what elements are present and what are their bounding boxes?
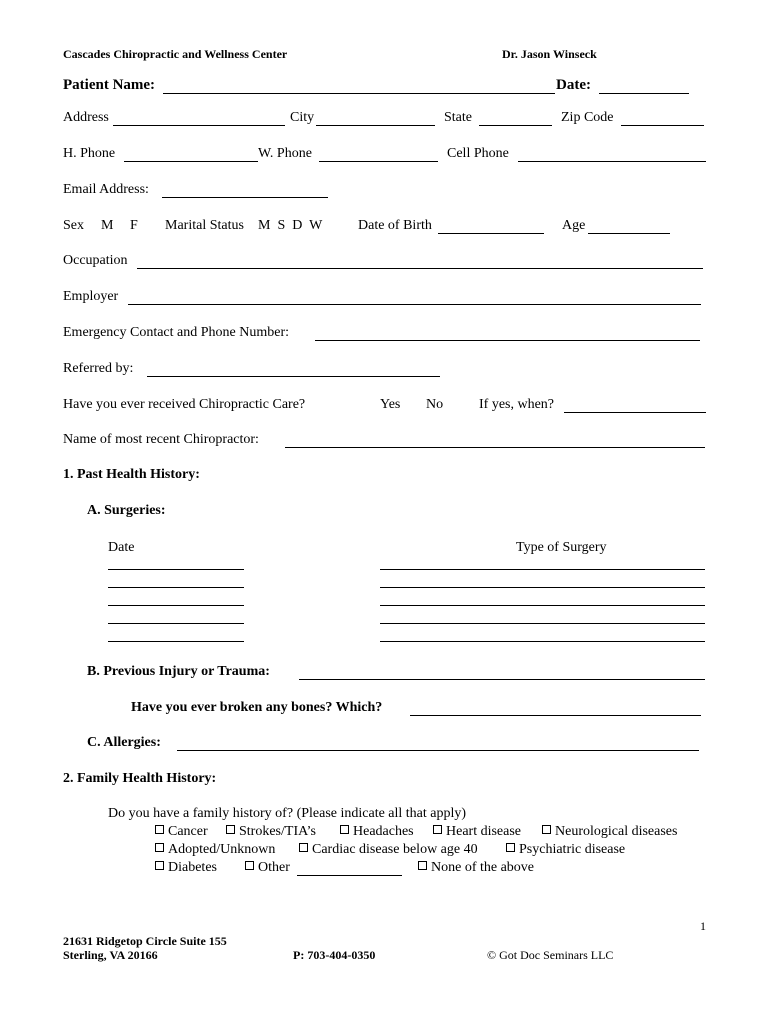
checkbox-icon xyxy=(506,843,515,852)
date-field[interactable] xyxy=(599,93,689,94)
checkbox-cancer[interactable] xyxy=(155,824,208,840)
checkbox-icon xyxy=(542,825,551,834)
city-label: City xyxy=(290,110,315,125)
patient-name-field[interactable] xyxy=(163,93,555,94)
checkbox-diabetes[interactable] xyxy=(155,860,217,876)
date-label: Date: xyxy=(556,77,591,93)
broken-bones-field[interactable] xyxy=(410,715,701,716)
previous-injury-field[interactable] xyxy=(299,679,705,680)
surgery-type-field[interactable] xyxy=(380,587,705,588)
surgery-type-field[interactable] xyxy=(380,641,705,642)
chiro-care-yes[interactable]: Yes xyxy=(380,397,401,412)
checkbox-adopted-unknown[interactable] xyxy=(155,842,275,858)
dob-field[interactable] xyxy=(438,233,544,234)
broken-bones-question: Have you ever broken any bones? Which? xyxy=(131,700,383,715)
address-label: Address xyxy=(63,110,109,125)
if-yes-when-label: If yes, when? xyxy=(479,397,555,412)
surgeries-date-column-header: Date xyxy=(108,540,135,555)
marital-status-label: Marital Status xyxy=(165,218,244,233)
referred-by-field[interactable] xyxy=(147,376,440,377)
zip-field[interactable] xyxy=(621,125,704,126)
surgery-type-field[interactable] xyxy=(380,623,705,624)
checkbox-headaches[interactable] xyxy=(340,824,414,840)
dob-label: Date of Birth xyxy=(358,218,432,233)
checkbox-label: None of the above xyxy=(431,860,535,875)
surgery-date-field[interactable] xyxy=(108,569,244,570)
home-phone-field[interactable] xyxy=(124,161,258,162)
footer-phone: P: 703-404-0350 xyxy=(293,948,376,962)
allergies-label: C. Allergies: xyxy=(87,735,161,750)
checkbox-label: Psychiatric disease xyxy=(519,842,626,857)
address-field[interactable] xyxy=(113,125,285,126)
checkbox-label: Neurological diseases xyxy=(555,824,678,839)
checkbox-label: Cancer xyxy=(168,824,208,839)
checkbox-icon xyxy=(340,825,349,834)
checkbox-label: Other xyxy=(258,860,290,875)
checkbox-heart-disease[interactable] xyxy=(433,824,521,840)
previous-injury-label: B. Previous Injury or Trauma: xyxy=(87,664,270,679)
footer-copyright: © Got Doc Seminars LLC xyxy=(487,948,614,962)
zip-label: Zip Code xyxy=(561,110,614,125)
cell-phone-field[interactable] xyxy=(518,161,706,162)
checkbox-cardiac[interactable] xyxy=(299,842,478,858)
checkbox-label: Heart disease xyxy=(446,824,522,839)
surgery-type-field[interactable] xyxy=(380,605,705,606)
patient-name-label: Patient Name: xyxy=(63,77,156,93)
checkbox-strokes[interactable] xyxy=(226,824,316,840)
home-phone-label: H. Phone xyxy=(63,146,116,161)
clinic-name: Cascades Chiropractic and Wellness Center xyxy=(63,47,288,61)
sex-label: Sex xyxy=(63,218,84,233)
checkbox-label: Adopted/Unknown xyxy=(168,842,276,857)
checkbox-label: Strokes/TIA’s xyxy=(239,824,316,839)
checkbox-psychiatric[interactable] xyxy=(506,842,625,858)
checkbox-icon xyxy=(299,843,308,852)
chiro-care-question: Have you ever received Chiropractic Care? xyxy=(63,397,306,412)
age-label: Age xyxy=(562,218,586,233)
surgery-date-field[interactable] xyxy=(108,641,244,642)
email-label: Email Address: xyxy=(63,182,149,197)
surgeries-type-column-header: Type of Surgery xyxy=(516,540,607,555)
checkbox-icon xyxy=(155,825,164,834)
checkbox-icon xyxy=(155,843,164,852)
surgery-date-field[interactable] xyxy=(108,587,244,588)
footer-address-line2: Sterling, VA 20166 xyxy=(63,948,158,962)
allergies-field[interactable] xyxy=(177,750,699,751)
doctor-name: Dr. Jason Winseck xyxy=(502,47,597,61)
checkbox-label: Cardiac disease below age 40 xyxy=(312,842,478,857)
family-history-prompt: Do you have a family history of? (Please indicate all that apply) xyxy=(108,806,467,821)
work-phone-label: W. Phone xyxy=(258,146,312,161)
occupation-field[interactable] xyxy=(137,268,703,269)
surgery-date-field[interactable] xyxy=(108,605,244,606)
checkbox-icon xyxy=(418,861,427,870)
email-field[interactable] xyxy=(162,197,328,198)
recent-chiropractor-field[interactable] xyxy=(285,447,705,448)
checkbox-icon xyxy=(433,825,442,834)
checkbox-label: Headaches xyxy=(353,824,414,839)
sex-option-f[interactable]: F xyxy=(130,218,138,233)
occupation-label: Occupation xyxy=(63,253,128,268)
surgeries-title: A. Surgeries: xyxy=(87,503,166,518)
marital-status-options[interactable]: M S D W xyxy=(258,218,323,233)
checkbox-other[interactable] xyxy=(245,860,290,876)
cell-phone-label: Cell Phone xyxy=(447,146,509,161)
work-phone-field[interactable] xyxy=(319,161,438,162)
surgery-type-field[interactable] xyxy=(380,569,705,570)
employer-field[interactable] xyxy=(128,304,701,305)
other-field[interactable] xyxy=(297,875,402,876)
employer-label: Employer xyxy=(63,289,119,304)
checkbox-label: Diabetes xyxy=(168,860,217,875)
city-field[interactable] xyxy=(316,125,435,126)
checkbox-icon xyxy=(245,861,254,870)
emergency-contact-label: Emergency Contact and Phone Number: xyxy=(63,325,290,340)
state-label: State xyxy=(444,110,472,125)
sex-option-m[interactable]: M xyxy=(101,218,114,233)
section-family-health-history-title: 2. Family Health History: xyxy=(63,771,217,786)
checkbox-icon xyxy=(226,825,235,834)
section-past-health-history-title: 1. Past Health History: xyxy=(63,467,200,482)
recent-chiropractor-label: Name of most recent Chiropractor: xyxy=(63,432,259,447)
checkbox-neurological[interactable] xyxy=(542,824,677,840)
surgery-date-field[interactable] xyxy=(108,623,244,624)
page-number: 1 xyxy=(700,919,706,933)
emergency-contact-field[interactable] xyxy=(315,340,700,341)
age-field[interactable] xyxy=(588,233,670,234)
if-yes-when-field[interactable] xyxy=(564,412,706,413)
checkbox-none[interactable] xyxy=(418,860,534,876)
state-field[interactable] xyxy=(479,125,552,126)
footer-address-line1: 21631 Ridgetop Circle Suite 155 xyxy=(63,934,227,948)
referred-by-label: Referred by: xyxy=(63,361,134,376)
checkbox-icon xyxy=(155,861,164,870)
chiro-care-no[interactable]: No xyxy=(426,397,444,412)
